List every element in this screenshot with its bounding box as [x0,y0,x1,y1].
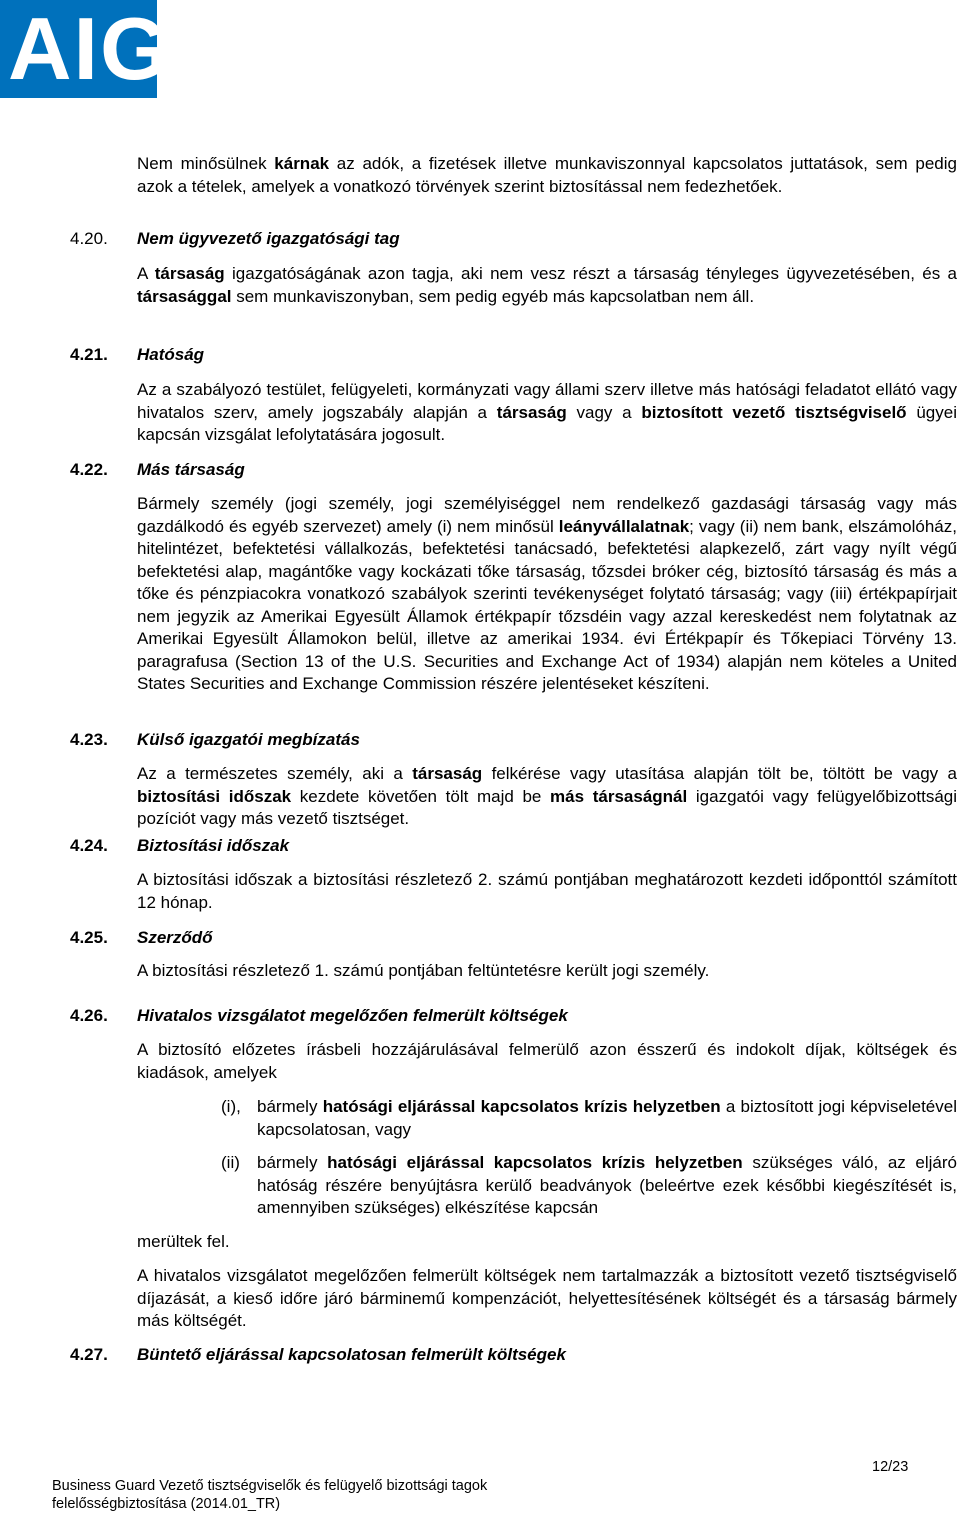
footer-line-2: felelősségbiztosítása (2014.01_TR) [52,1496,281,1512]
section-title-4-20: Nem ügyvezető igazgatósági tag [137,229,400,248]
section-title-4-26: Hivatalos vizsgálatot megelőzően felmerült költségek [137,1006,568,1025]
section-body-4-26: A biztosító előzetes írásbeli hozzájárulásával felmerülő azon ésszerű és indokolt díjak, költségek és kiadások, amelyek [137,1040,957,1082]
aig-logo-text: AIG [8,0,171,98]
section-body-4-26-note: A hivatalos vizsgálatot megelőzően felmerült költségek nem tartalmazzák a biztosított vezető tisztségviselő díjazását, a kieső időre járó bárminemű kompenzációt, helyettesítésének költségét és a társaság bármely más költségét. [137,1266,957,1330]
intro-paragraph: Nem minősülnek kárnak az adók, a fizetések illetve munkaviszonnyal kapcsolatos juttatások, sem pedig azok a tételek, amelyek a vonatkozó törvények szerint biztosítással nem fedezhetőek. [137,154,957,196]
section-number-4-24: 4.24. [70,836,108,855]
section-title-4-24: Biztosítási időszak [137,836,290,855]
section-body-4-25: A biztosítási részletező 1. számú pontjában feltüntetésre került jogi személy. [137,961,710,980]
list-marker-ii: (ii) [221,1153,240,1172]
list-marker-i: (i), [221,1097,241,1116]
section-number-4-26: 4.26. [70,1006,108,1025]
section-number-4-22: 4.22. [70,460,108,479]
section-number-4-21: 4.21. [70,345,108,364]
section-title-4-23: Külső igazgatói megbízatás [137,730,360,749]
section-body-4-21: Az a szabályozó testület, felügyeleti, kormányzati vagy állami szerv illetve más hatósági feladatot ellátó vagy hivatalos szerv, amely jogszabály alapján a társaság vagy a biztosított vezető tisztségviselő ügyei kapcsán vizsgálat lefolytatására jogosult. [137,380,957,444]
section-body-4-22: Bármely személy (jogi személy, jogi személyiséggel nem rendelkező gazdasági társaság vagy más gazdálkodó és egyéb szervezet) amely (i) nem minősül leányvállalatnak; vagy (ii) nem bank, elszámolóház, hitelintézet, befektetési vállalkozás, befektetési tanácsadó, befektetési alapkezelő, zárt vagy nyílt végű befektetési alap, magántőke vagy kockázati tőke társaság, tőzsdei bróker cég, biztosító társaság és más a tőke és pénzpiacokra vonatkozó szabályok szerinti tevékenységet folytató társaság; vagy (iii) értékpapírjait nem jegyzik az Amerikai Egyesült Államok értékpapír tőzsdéin vagy azzal kereskedést nem folytatnak az Amerikai Egyesült Államokon belül, illetve az amerikai 1934. évi Értékpapír és Tőkepiaci Törvény 13. paragrafusa (Section 13 of the U.S. Securities and Exchange Act of 1934) alapján nem köteles a United States Securities and Exchange Commission részére jelentéseket készíteni. [137,494,957,693]
section-title-4-21: Hatóság [137,345,205,364]
section-number-4-23: 4.23. [70,730,108,749]
section-title-4-27: Büntető eljárással kapcsolatosan felmerült költségek [137,1345,566,1364]
section-body-4-24: A biztosítási időszak a biztosítási részletező 2. számú pontjában meghatározott kezdeti időponttól számított 12 hónap. [137,870,957,912]
section-number-4-25: 4.25. [70,928,108,947]
footer-document-title [52,1477,487,1513]
section-title-4-22: Más társaság [137,460,245,479]
footer-line-1: Business Guard Vezető tisztségviselők és felügyelő bizottsági tagok [52,1478,488,1494]
section-body-4-20: A társaság igazgatóságának azon tagja, aki nem vesz részt a társaság tényleges ügyvezetésében, és a társasággal sem munkaviszonyban, sem pedig egyéb más kapcsolatban nem áll. [137,264,958,306]
aig-logo [0,0,171,98]
section-body-4-23: Az a természetes személy, aki a társaság felkérése vagy utasítása alapján tölt be, töltött be vagy a biztosítási időszak kezdete követően tölt majd be más társaságnál igazgatói vagy felügyelőbizottsági pozíciót vagy más vezető tisztséget. [137,764,958,828]
section-number-4-20: 4.20. [70,229,108,248]
list-item-ii: (ii) bármely hatósági eljárással kapcsolatos krízis helyzetben szükséges váló, az eljáró hatóság részére benyújtásra kerülő beadványok (beleértve ezek későbbi kiegészítését is, amennyiben szükséges) elkészítése kapcsán [221,1153,958,1217]
list-tail: merültek fel. [137,1232,230,1251]
page-number: 12/23 [872,1459,909,1475]
section-title-4-25: Szerződő [137,928,213,947]
section-number-4-27: 4.27. [70,1345,108,1364]
list-item-i: (i), bármely hatósági eljárással kapcsolatos krízis helyzetben a biztosított jogi képviseletével kapcsolatosan, vagy [221,1097,957,1139]
